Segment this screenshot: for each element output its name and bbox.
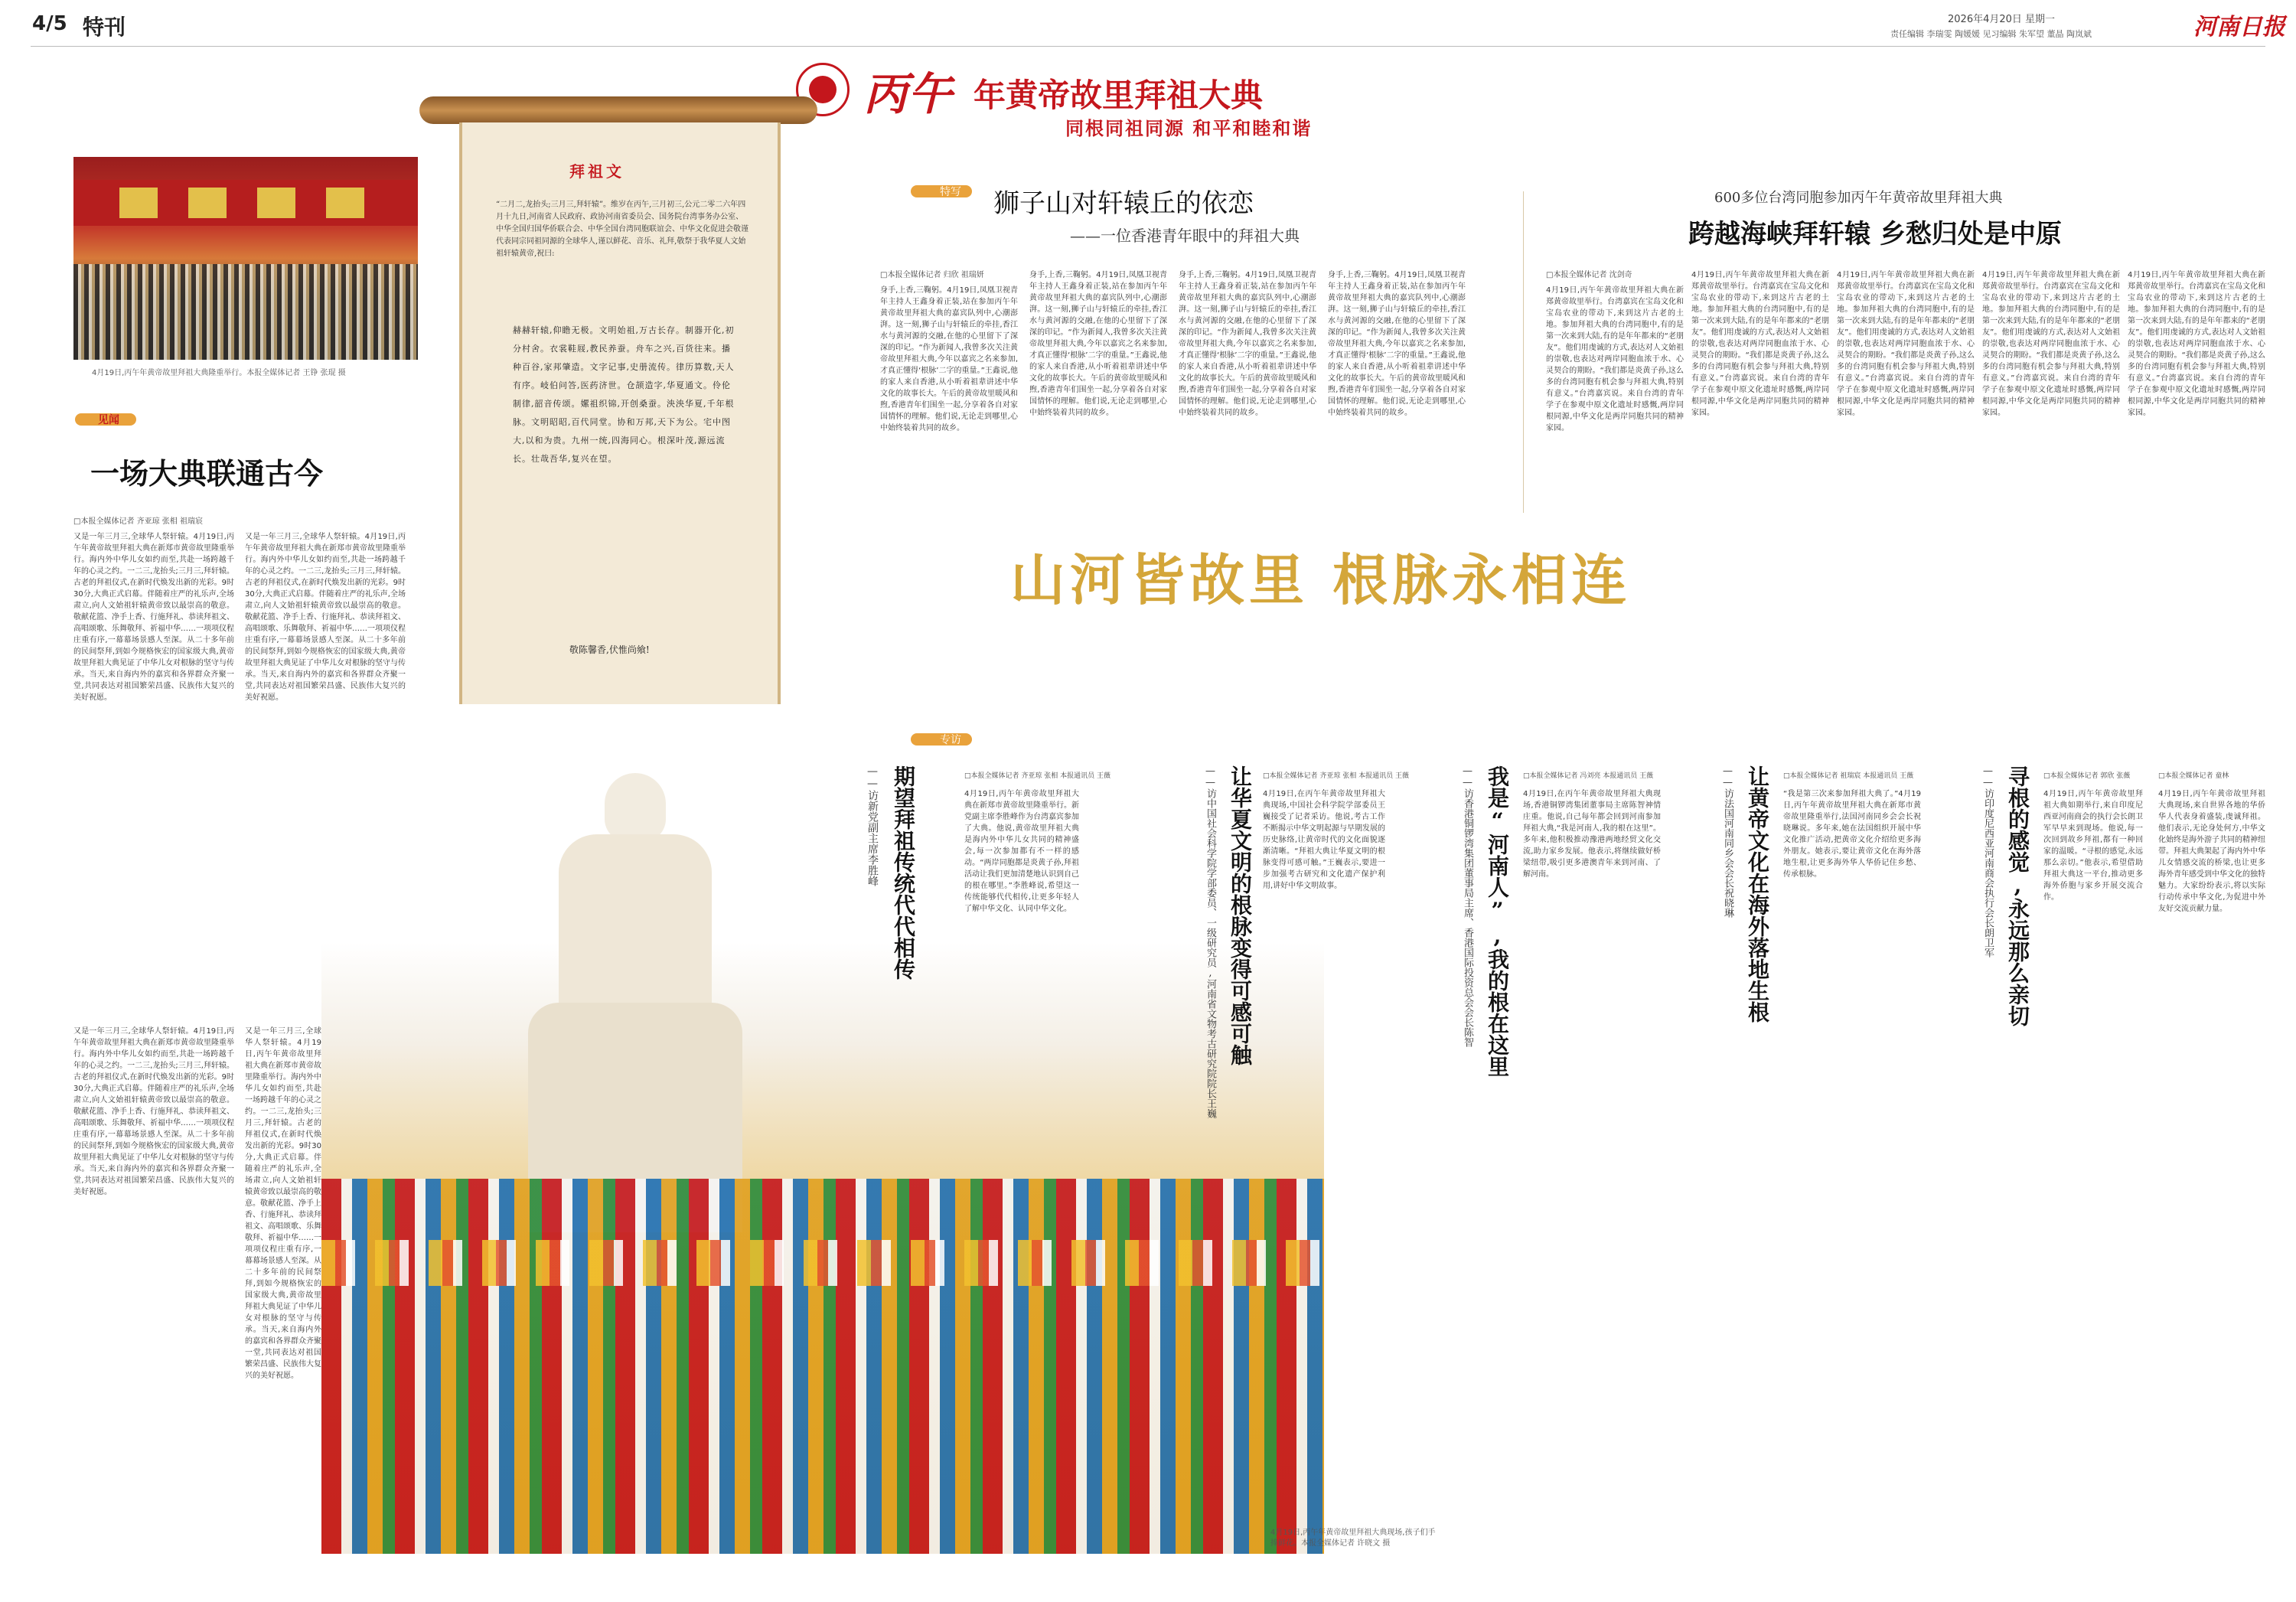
scroll-title: 拜祖文	[569, 162, 625, 181]
interview-2-sub: ——访中国社会科学院学部委员、一级研究员,河南省文物考古研究院院长王巍	[1205, 765, 1216, 1118]
taiwan-body-col3: 4月19日,丙午年黄帝故里拜祖大典在新郑黄帝故里举行。台湾嘉宾在宝岛文化和宝岛农业的带动下,来到这片古老的土地。参加拜祖大典的台湾同胞中,有的是第一次来到大陆,有的是年年都来的“老朋友”。他们用虔诚的方式,表达对人文始祖的崇敬,也表达对两岸同胞血浓于水、心灵契合的期盼。“我们都是炎黄子孙,这么多的台湾同胞有机会参与拜祖大典,特别有意义。”台湾嘉宾说。来自台湾的青年学子在参观中原文化遗址时感慨,两岸同根同源,中华文化是两岸同胞共同的精神家园。	[1837, 271, 1975, 417]
interview-5-body: 4月19日,丙午年黄帝故里拜祖大典如期举行,来自印度尼西亚河南商会的执行会长朗卫军早早来到现场。他说,每一次回到故乡拜祖,都有一种回家的温暖。“寻根的感觉,永远那么亲切。”他表示,希望借助拜祖大典这一平台,推动更多海外侨胞与家乡开展交流合作。	[2043, 790, 2143, 902]
interview-4-sub: ——访法国河南同乡会会长祝晓琳	[1722, 765, 1733, 918]
scroll-closing: 敬陈馨香,伏惟尚飨!	[569, 644, 650, 655]
feature-tag: 特写	[940, 186, 961, 198]
children-crowd	[321, 1179, 1324, 1554]
article-byline: □本报全媒体记者 齐亚琼 张相 祖瑞宸	[73, 517, 203, 526]
left-body-lower-2: 又是一年三月三,全球华人祭轩辕。4月19日,丙午年黄帝故里拜祖大典在新郑市黄帝故里隆重举行。海内外中华儿女如约而至,共赴一场跨越千年的心灵之约。一二三,龙抬头;三月三,拜轩辕。古老的拜祖仪式,在新时代焕发出新的光彩。9时30分,大典正式启幕。伴随着庄严的礼乐声,全场肃立,向人文始祖轩辕黄帝致以最崇高的敬意。敬献花篮、净手上香、行施拜礼、恭读拜祖文、高唱颂歌、乐舞敬拜、祈福中华……一项项仪程庄重有序,一幕幕场景感人至深。从二十多年前的民间祭拜,到如今规格恢宏的国家级大典,黄帝故里拜祖大典见证了中华儿女对根脉的坚守与传承。当天,来自海内外的嘉宾和各界群众齐聚一堂,共同表达对祖国繁荣昌盛、民族伟大复兴的美好祝愿。	[245, 1027, 321, 1380]
feature-body-col3: 身手,上香,三鞠躬。4月19日,凤凰卫视青年主持人王鑫身着正装,站在参加丙午年黄帝故里拜祖大典的嘉宾队列中,心潮澎湃。这一刻,狮子山与轩辕丘的牵挂,香江水与黄河源的交融,在他的心里留下了深深的印记。“作为新闻人,我曾多次关注黄帝故里拜祖大典,今年以嘉宾之名来参加,才真正懂得‘根脉’二字的重量。”王鑫说,他的家人来自香港,从小听着祖辈讲述中华文化的故事长大。午后的黄帝故里暖风和煦,香港青年们围坐一起,分享着各自对家国情怀的理解。他们说,无论走到哪里,心中始终装着共同的故乡。	[1179, 271, 1316, 417]
interview-3-sub: ——访香港铜锣湾集团董事局主席、香港国际投资总会会长陈智	[1462, 765, 1473, 1047]
interview-1-byline: □本报全媒体记者 齐亚琼 张相 本报通讯员 王薇	[964, 772, 1110, 780]
top-left-photo	[73, 157, 418, 360]
interview-3-body: 4月19日,在丙午年黄帝故里拜祖大典现场,香港铜锣湾集团董事局主席陈智神情庄重。他说,自己每年都会回到河南参加拜祖大典,“我是河南人,我的根在这里”。多年来,他积极推动豫港两地经贸文化交流,助力家乡发展。他表示,将继续做好桥梁纽带,吸引更多港澳青年来到河南、了解河南。	[1523, 790, 1661, 879]
article-tag: 见闻	[98, 414, 119, 426]
taiwan-body-col4: 4月19日,丙午年黄帝故里拜祖大典在新郑黄帝故里举行。台湾嘉宾在宝岛文化和宝岛农业的带动下,来到这片古老的土地。参加拜祖大典的台湾同胞中,有的是第一次来到大陆,有的是年年都来的“老朋友”。他们用虔诚的方式,表达对人文始祖的崇敬,也表达对两岸同胞血浓于水、心灵契合的期盼。“我们都是炎黄子孙,这么多的台湾同胞有机会参与拜祖大典,特别有意义。”台湾嘉宾说。来自台湾的青年学子在参观中原文化遗址时感慨,两岸同根同源,中华文化是两岸同胞共同的精神家园。	[1982, 271, 2120, 417]
taiwan-overline: 600多位台湾同胞参加丙午年黄帝故里拜祖大典	[1714, 190, 2003, 206]
interview-4-body: “我是第三次来参加拜祖大典了。”4月19日,丙午年黄帝故里拜祖大典在新郑市黄帝故里隆重举行,法国河南同乡会会长祝晓琳说。多年来,她在法国组织开展中华文化推广活动,把黄帝文化介绍给更多海外朋友。她表示,要让黄帝文化在海外落地生根,让更多海外华人华侨记住乡愁、传承根脉。	[1783, 790, 1921, 879]
editors-line: 责任编辑 李瑞雯 陶媛媛 见习编辑 朱军望 董晶 陶岚斌	[1890, 29, 2092, 39]
interviews-tag: 专访	[940, 734, 961, 746]
article-body: 又是一年三月三,全球华人祭轩辕。4月19日,丙午年黄帝故里拜祖大典在新郑市黄帝故里隆重举行。海内外中华儿女如约而至,共赴一场跨越千年的心灵之约。一二三,龙抬头;三月三,拜轩辕。古老的拜祖仪式,在新时代焕发出新的光彩。9时30分,大典正式启幕。伴随着庄严的礼乐声,全场肃立,向人文始祖轩辕黄帝致以最崇高的敬意。敬献花篮、净手上香、行施拜礼、恭读拜祖文、高唱颂歌、乐舞敬拜、祈福中华……一项项仪程庄重有序,一幕幕场景感人至深。从二十多年前的民间祭拜,到如今规格恢宏的国家级大典,黄帝故里拜祖大典见证了中华儿女对根脉的坚守与传承。当天,来自海内外的嘉宾和各界群众齐聚一堂,共同表达对祖国繁荣昌盛、民族伟大复兴的美好祝愿。	[73, 533, 234, 702]
page-header	[0, 0, 2296, 46]
scroll-top-rod	[419, 96, 817, 124]
left-body-lower-1: 又是一年三月三,全球华人祭轩辕。4月19日,丙午年黄帝故里拜祖大典在新郑市黄帝故里隆重举行。海内外中华儿女如约而至,共赴一场跨越千年的心灵之约。一二三,龙抬头;三月三,拜轩辕。古老的拜祖仪式,在新时代焕发出新的光彩。9时30分,大典正式启幕。伴随着庄严的礼乐声,全场肃立,向人文始祖轩辕黄帝致以最崇高的敬意。敬献花篮、净手上香、行施拜礼、恭读拜祖文、高唱颂歌、乐舞敬拜、祈福中华……一项项仪程庄重有序,一幕幕场景感人至深。从二十多年前的民间祭拜,到如今规格恢宏的国家级大典,黄帝故里拜祖大典见证了中华儿女对根脉的坚守与传承。当天,来自海内外的嘉宾和各界群众齐聚一堂,共同表达对祖国繁荣昌盛、民族伟大复兴的美好祝愿。	[73, 1027, 234, 1196]
taiwan-headline: 跨越海峡拜轩辕 乡愁归处是中原	[1688, 219, 2062, 250]
section-name: 特刊	[83, 15, 126, 40]
page-number: 4/5	[32, 12, 67, 35]
interview-3-byline: □本报全媒体记者 冯刘亮 本报通讯员 王薇	[1523, 772, 1654, 780]
interview-6-body: 4月19日,丙午年黄帝故里拜祖大典现场,来自世界各地的华侨华人代表身着盛装,虔诚拜祖。他们表示,无论身处何方,中华文化始终是海外游子共同的精神纽带。拜祖大典架起了海内外中华儿女情感交流的桥梁,也让更多海外青年感受到中华文化的独特魅力。大家纷纷表示,将以实际行动传承中华文化,为促进中外友好交流贡献力量。	[2158, 790, 2265, 913]
feature-body-col4: 身手,上香,三鞠躬。4月19日,凤凰卫视青年主持人王鑫身着正装,站在参加丙午年黄帝故里拜祖大典的嘉宾队列中,心潮澎湃。这一刻,狮子山与轩辕丘的牵挂,香江水与黄河源的交融,在他的心里留下了深深的印记。“作为新闻人,我曾多次关注黄帝故里拜祖大典,今年以嘉宾之名来参加,才真正懂得‘根脉’二字的重量。”王鑫说,他的家人来自香港,从小听着祖辈讲述中华文化的故事长大。午后的黄帝故里暖风和煦,香港青年们围坐一起,分享着各自对家国情怀的理解。他们说,无论走到哪里,心中始终装着共同的故乡。	[1328, 271, 1466, 417]
feature-byline: □本报全媒体记者 归欣 祖瑞妍	[880, 271, 984, 279]
interview-1-sub: ——访新党副主席李胜峰	[866, 765, 879, 886]
interview-1-headline: 期望拜祖传统代代相传	[891, 765, 916, 980]
interview-2-byline: □本报全媒体记者 齐亚琼 张相 本报通讯员 王薇	[1263, 772, 1409, 780]
banner	[796, 55, 1531, 139]
interview-5-headline: 寻根的感觉,永远那么亲切	[2005, 765, 2030, 1026]
taiwan-body-col5: 4月19日,丙午年黄帝故里拜祖大典在新郑黄帝故里举行。台湾嘉宾在宝岛文化和宝岛农业的带动下,来到这片古老的土地。参加拜祖大典的台湾同胞中,有的是第一次来到大陆,有的是年年都来的“老朋友”。他们用虔诚的方式,表达对人文始祖的崇敬,也表达对两岸同胞血浓于水、心灵契合的期盼。“我们都是炎黄子孙,这么多的台湾同胞有机会参与拜祖大典,特别有意义。”台湾嘉宾说。来自台湾的青年学子在参观中原文化遗址时感慨,两岸同根同源,中华文化是两岸同胞共同的精神家园。	[2128, 271, 2265, 417]
interview-3-headline: 我是“河南人”,我的根在这里	[1485, 765, 1510, 1077]
feature-subheadline: ——一位香港青年眼中的拜祖大典	[1070, 227, 1300, 245]
article-headline: 一场大典联通古今	[90, 456, 324, 491]
top-left-photo-caption: 4月19日,丙午年黄帝故里拜祖大典隆重举行。本报全媒体记者 王铮 张琨 摄	[92, 369, 346, 377]
column-divider	[1523, 191, 1524, 513]
main-photo-caption: 4月19日,丙午年黄帝故里拜祖大典现场,孩子们手捧鲜花。本报全媒体记者 许晓文 摄	[1270, 1529, 1436, 1548]
feature-headline: 狮子山对轩辕丘的依恋	[993, 188, 1254, 219]
banner-prefix: 丙午	[863, 68, 953, 120]
date-line: 2026年4月20日 星期一	[1948, 14, 2056, 25]
interview-1-body: 4月19日,丙午年黄帝故里拜祖大典在新郑市黄帝故里隆重举行。新党副主席李胜峰作为台湾嘉宾参加了大典。他说,黄帝故里拜祖大典是海内外中华儿女共同的精神盛会,每一次参加都有不一样的感动。“两岸同胞都是炎黄子孙,拜祖活动让我们更加清楚地认识到自己的根在哪里。”李胜峰说,希望这一传统能够代代相传,让更多年轻人了解中华文化、认同中华文化。	[964, 790, 1079, 913]
scroll-preface: “二月二,龙抬头;三月三,拜轩辕”。维岁在丙午,三月初三,公元二零二六年四月十九日,河南省人民政府、政协河南省委员会、国务院台湾事务办公室、中华全国归国华侨联合会、中华全国台湾同胞联谊会、中华文化促进会敬谨代表同宗同祖同源的全球华人,谨以鲜花、音乐、礼拜,敬祭于我华夏人文始祖轩辕黄帝,祝曰:	[496, 201, 748, 258]
article-body-continued: 又是一年三月三,全球华人祭轩辕。4月19日,丙午年黄帝故里拜祖大典在新郑市黄帝故里隆重举行。海内外中华儿女如约而至,共赴一场跨越千年的心灵之约。一二三,龙抬头;三月三,拜轩辕。古老的拜祖仪式,在新时代焕发出新的光彩。9时30分,大典正式启幕。伴随着庄严的礼乐声,全场肃立,向人文始祖轩辕黄帝致以最崇高的敬意。敬献花篮、净手上香、行施拜礼、恭读拜祖文、高唱颂歌、乐舞敬拜、祈福中华……一项项仪程庄重有序,一幕幕场景感人至深。从二十多年前的民间祭拜,到如今规格恢宏的国家级大典,黄帝故里拜祖大典见证了中华儿女对根脉的坚守与传承。当天,来自海内外的嘉宾和各界群众齐聚一堂,共同表达对祖国繁荣昌盛、民族伟大复兴的美好祝愿。	[245, 533, 406, 702]
interview-5-byline: □本报全媒体记者 郭欣 张薇	[2043, 772, 2131, 780]
banner-title: 年黄帝故里拜祖大典	[974, 77, 1264, 114]
interview-4-headline: 让黄帝文化在海外落地生根	[1745, 765, 1770, 1023]
scroll-panel	[459, 122, 781, 735]
header-rule	[31, 46, 2265, 47]
children-bouquets	[321, 1240, 1324, 1286]
taiwan-body-col2: 4月19日,丙午年黄帝故里拜祖大典在新郑黄帝故里举行。台湾嘉宾在宝岛文化和宝岛农业的带动下,来到这片古老的土地。参加拜祖大典的台湾同胞中,有的是第一次来到大陆,有的是年年都来的“老朋友”。他们用虔诚的方式,表达对人文始祖的崇敬,也表达对两岸同胞血浓于水、心灵契合的期盼。“我们都是炎黄子孙,这么多的台湾同胞有机会参与拜祖大典,特别有意义。”台湾嘉宾说。来自台湾的青年学子在参观中原文化遗址时感慨,两岸同根同源,中华文化是两岸同胞共同的精神家园。	[1691, 271, 1829, 417]
interview-2-body: 4月19日,在丙午年黄帝故里拜祖大典现场,中国社会科学院学部委员王巍接受了记者采访。他说,考古工作不断揭示中华文明起源与早期发展的历史脉络,让黄帝时代的文化面貌逐渐清晰。“拜祖大典让华夏文明的根脉变得可感可触。”王巍表示,要进一步加强考古研究和文化遗产保护利用,讲好中华文明故事。	[1263, 790, 1385, 890]
interview-4-byline: □本报全媒体记者 祖瑞宸 本报通讯员 王薇	[1783, 772, 1914, 780]
banner-subtitle: 同根同祖同源 和平和睦和谐	[1065, 117, 1313, 139]
interview-6-byline: □本报全媒体记者 童林	[2158, 772, 2229, 780]
big-headline: 山河皆故里 根脉永相连	[1010, 547, 1632, 612]
huangdi-statue	[497, 773, 773, 1232]
interview-5-sub: ——访印度尼西亚河南商会执行会长朗卫军	[1982, 765, 1994, 958]
scroll-verse: 赫赫轩辕,仰瞻无极。文明始祖,万古长存。制器开化,初分村舍。衣裳鞋屐,教民养蚕。舟车之兴,百货往来。播种百谷,家邦肇造。文字记事,史册流传。律历算数,天人有序。岐伯问答,医药济世。仓颉造字,华夏通文。伶伦制律,韶音传颂。嫘祖织锦,开创桑蚕。泱泱华夏,千年根脉。文明昭昭,百代同堂。协和万邦,天下为公。宅中图大,以和为贵。九州一统,四海同心。根深叶茂,源远流长。壮哉吾华,复兴在望。	[513, 325, 735, 464]
feature-body-col2: 身手,上香,三鞠躬。4月19日,凤凰卫视青年主持人王鑫身着正装,站在参加丙午年黄帝故里拜祖大典的嘉宾队列中,心潮澎湃。这一刻,狮子山与轩辕丘的牵挂,香江水与黄河源的交融,在他的心里留下了深深的印记。“作为新闻人,我曾多次关注黄帝故里拜祖大典,今年以嘉宾之名来参加,才真正懂得‘根脉’二字的重量。”王鑫说,他的家人来自香港,从小听着祖辈讲述中华文化的故事长大。午后的黄帝故里暖风和煦,香港青年们围坐一起,分享着各自对家国情怀的理解。他们说,无论走到哪里,心中始终装着共同的故乡。	[1029, 271, 1167, 417]
taiwan-body-col1: 4月19日,丙午年黄帝故里拜祖大典在新郑黄帝故里举行。台湾嘉宾在宝岛文化和宝岛农业的带动下,来到这片古老的土地。参加拜祖大典的台湾同胞中,有的是第一次来到大陆,有的是年年都来的“老朋友”。他们用虔诚的方式,表达对人文始祖的崇敬,也表达对两岸同胞血浓于水、心灵契合的期盼。“我们都是炎黄子孙,这么多的台湾同胞有机会参与拜祖大典,特别有意义。”台湾嘉宾说。来自台湾的青年学子在参观中原文化遗址时感慨,两岸同根同源,中华文化是两岸同胞共同的精神家园。	[1546, 286, 1684, 432]
main-photo	[321, 704, 1324, 1554]
taiwan-byline: □本报全媒体记者 沈剑奇	[1546, 271, 1632, 279]
masthead-logo: 河南日报	[2193, 14, 2285, 41]
feature-body-col1: 身手,上香,三鞠躬。4月19日,凤凰卫视青年主持人王鑫身着正装,站在参加丙午年黄帝故里拜祖大典的嘉宾队列中,心潮澎湃。这一刻,狮子山与轩辕丘的牵挂,香江水与黄河源的交融,在他的心里留下了深深的印记。“作为新闻人,我曾多次关注黄帝故里拜祖大典,今年以嘉宾之名来参加,才真正懂得‘根脉’二字的重量。”王鑫说,他的家人来自香港,从小听着祖辈讲述中华文化的故事长大。午后的黄帝故里暖风和煦,香港青年们围坐一起,分享着各自对家国情怀的理解。他们说,无论走到哪里,心中始终装着共同的故乡。	[880, 286, 1018, 432]
interview-2-headline: 让华夏文明的根脉变得可感可触	[1228, 765, 1253, 1065]
